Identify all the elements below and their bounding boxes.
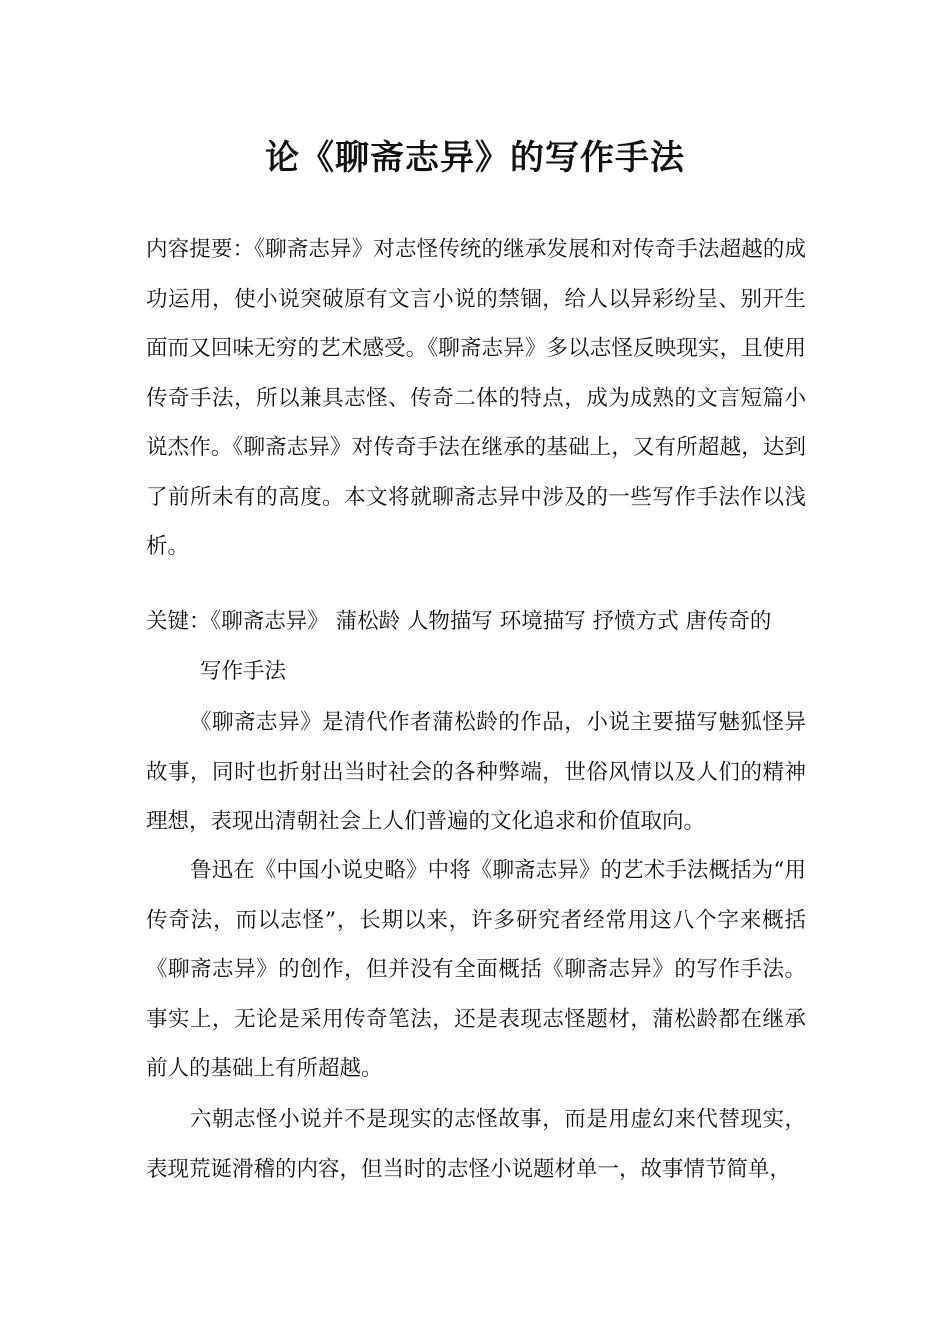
keywords-section [146, 597, 806, 696]
abstract-paragraph: 内容提要：《聊斋志异》对志怪传统的继承发展和对传奇手法超越的成功运用，使小说突破原有文言小说的禁锢，给人以异彩纷呈、别开生面而又回味无穷的艺术感受。《聊斋志异》多以志怪反映现实，且使用传奇手法，所以兼具志怪、传奇二体的特点，成为成熟的文言短篇小说杰作。《聊斋志异》对传奇手法在继承的基础上，又有所超越，达到了前所未有的高度。本文将就聊斋志异中涉及的一些写作手法作以浅析。 [146, 237, 806, 559]
body-paragraph-2: 鲁迅在《中国小说史略》中将《聊斋志异》的艺术手法概括为“用传奇法，而以志怪”，长期以来，许多研究者经常用这八个字来概括《聊斋志异》的创作，但并没有全面概括《聊斋志异》的写作手法。事实上，无论是采用传奇笔法，还是表现志怪题材，蒲松龄都在继承前人的基础上有所超越。 [146, 858, 806, 1081]
keywords-line-1: 关键：《聊斋志异》 蒲松龄 人物描写 环境描写 抒愤方式 唐传奇的 [146, 609, 772, 634]
body-paragraph-3: 六朝志怪小说并不是现实的志怪故事，而是用虚幻来代替现实，表现荒诞滑稽的内容，但当时的志怪小说题材单一，故事情节简单， [146, 1107, 806, 1182]
keywords-line-2: 写作手法 [200, 658, 287, 684]
body-paragraph-1: 《聊斋志异》是清代作者蒲松龄的作品，小说主要描写魅狐怪异故事，同时也折射出当时社会的各种弊端，世俗风情以及人们的精神理想，表现出清朝社会上人们普遍的文化追求和价值取向。 [146, 710, 806, 834]
page-title: 论《聊斋志异》的写作手法 [265, 138, 685, 178]
